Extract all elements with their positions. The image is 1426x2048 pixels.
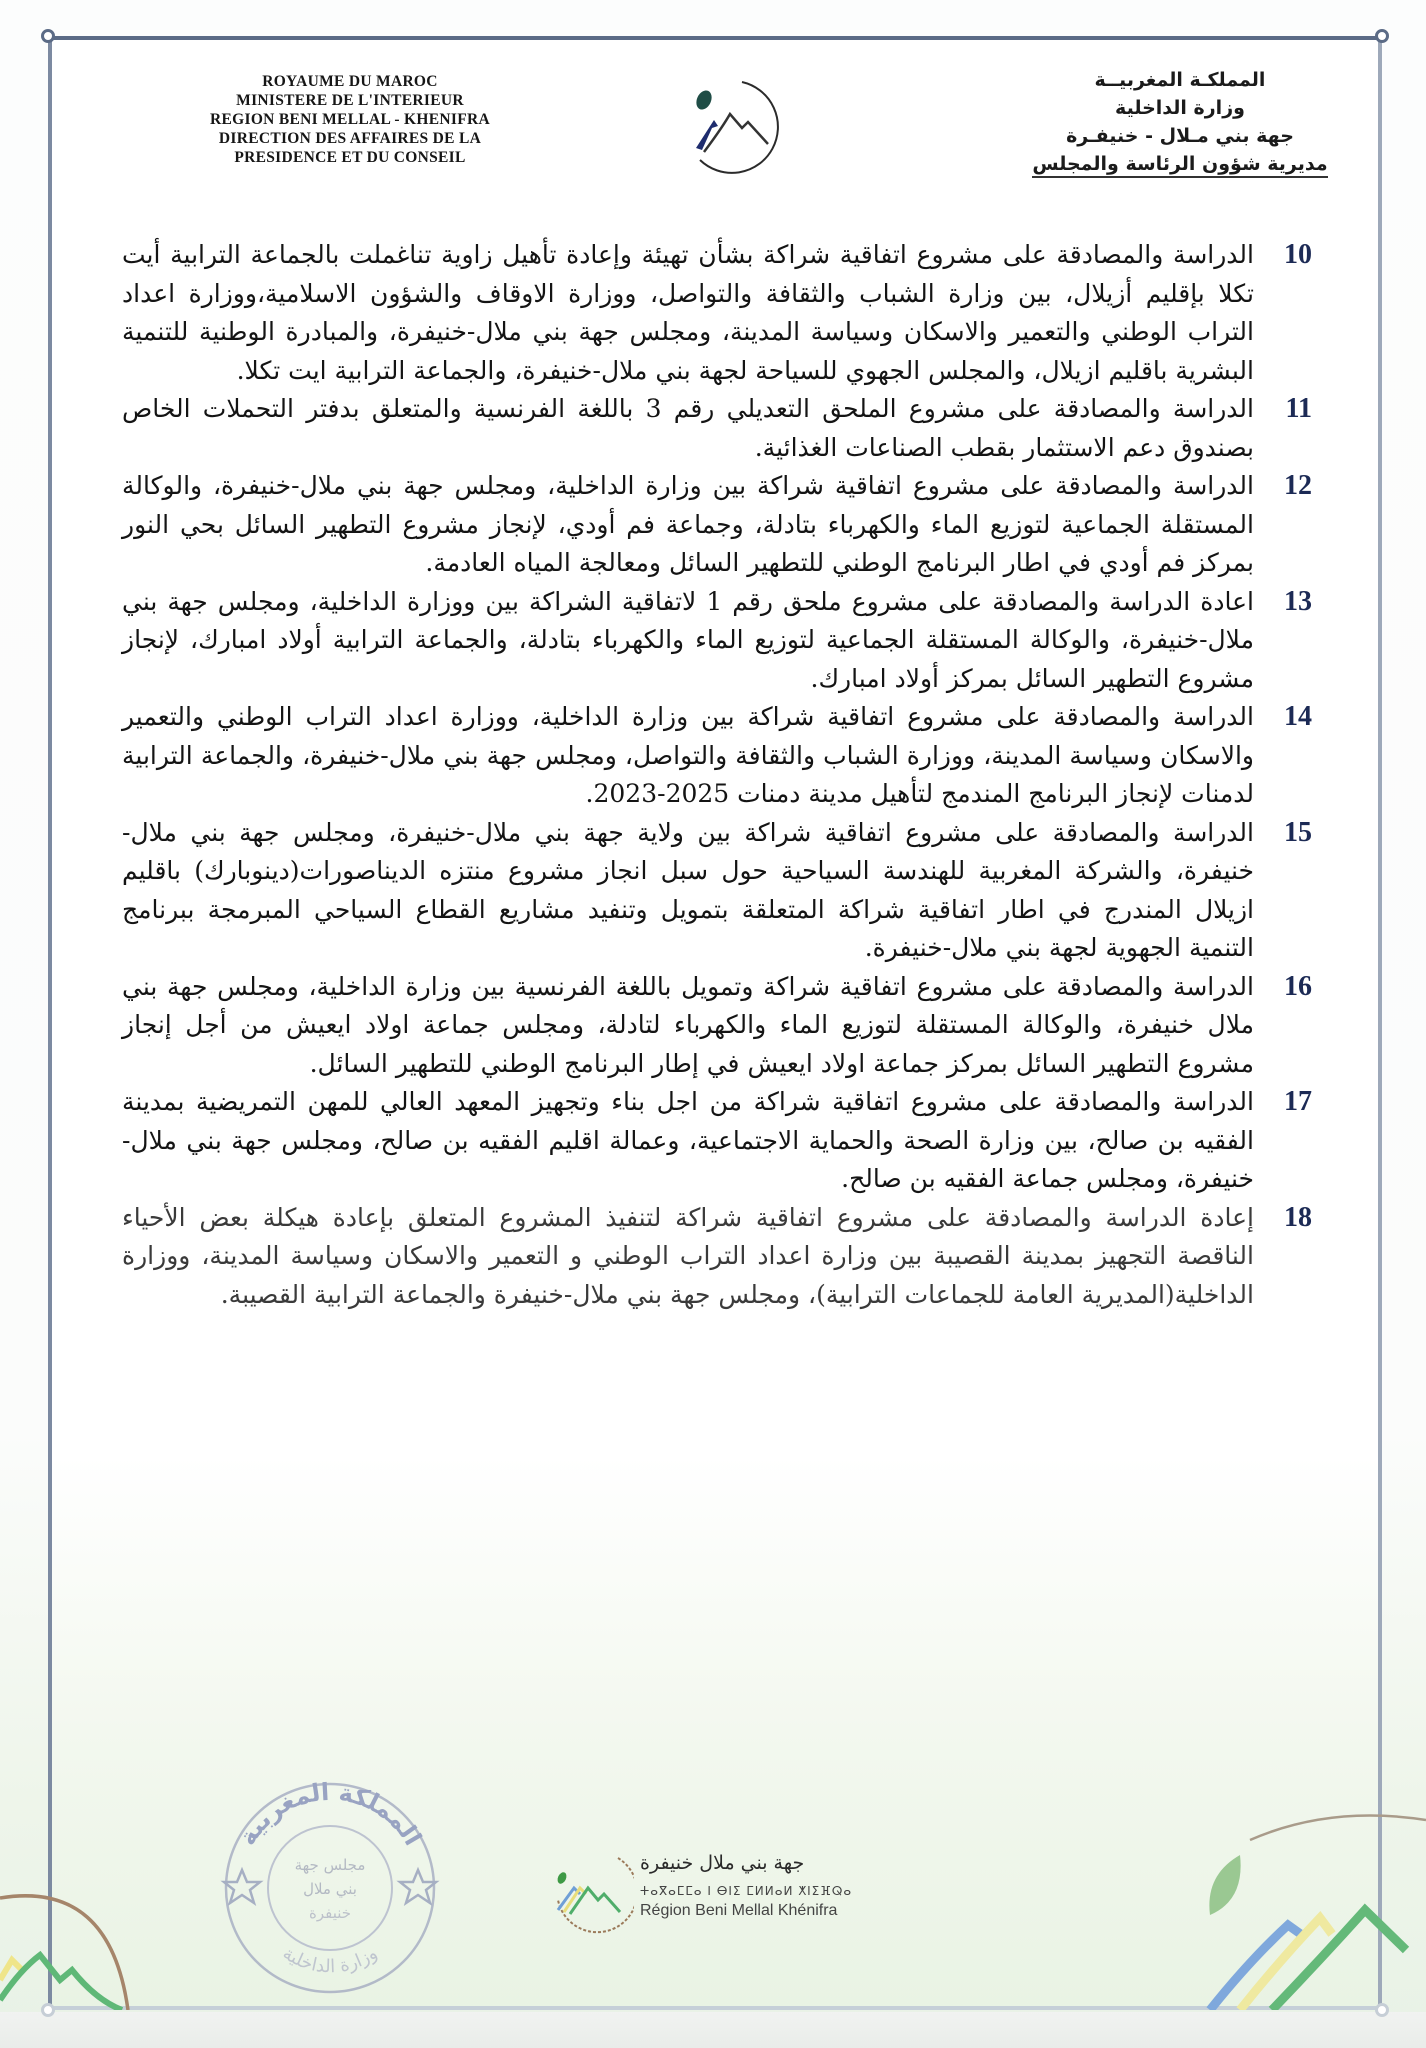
mountain-leaf-decoration-icon (1190, 1800, 1426, 2010)
mountain-logo-icon (672, 70, 790, 182)
item-text: الدراسة والمصادقة على مشروع اتفاقية شراكة بين وزارة الداخلية، ووزارة اعداد التراب الوطني والتعمير والاسكان وسياسة المدينة، ووزارة الشباب والثقافة والتواصل، ومجلس جهة بني ملال-خنيفرة، والجماعة الترابية لدمنات لإنجاز البرنامج المندمج لتأهيل مدينة دمنات 2025-2023. (122, 702, 1254, 808)
agenda-item (122, 814, 1312, 968)
stamp-inner-line: مجلس جهة (294, 1856, 366, 1874)
item-number: 12 (1284, 470, 1312, 501)
agenda-item (122, 968, 1312, 1084)
item-number: 11 (1285, 393, 1312, 424)
item-number: 17 (1284, 1086, 1312, 1117)
stamp-inner-line: خنيفرة (308, 1904, 352, 1922)
item-number: 13 (1284, 585, 1312, 617)
letterhead-line: مديرية شؤون الرئاسة والمجلس (1032, 152, 1327, 178)
region-name-tifinagh: ⵜⴰⴳⴰⵎⵎⴰ ⵏ ⴱⵏⵉ ⵎⵍⵍⴰⵍ ⵅⵏⵉⴼⵕⴰ (640, 1884, 853, 1898)
star-icon (224, 1870, 260, 1903)
letterhead-line: جهة بني مـلال - خنيفـرة (1066, 125, 1294, 147)
agenda-item (122, 236, 1312, 390)
mountain-decoration-icon (0, 1860, 140, 2010)
item-number: 14 (1284, 701, 1312, 732)
item-number: 16 (1284, 970, 1312, 1002)
letterhead-line: وزارة الداخلية (1115, 97, 1245, 119)
item-text: اعادة الدراسة والمصادقة على مشروع ملحق رقم 1 لاتفاقية الشراكة بين ووزارة الداخلية، ومجلس جهة بني ملال-خنيفرة، والوكالة المستقلة الجماعية لتوزيع الماء والكهرباء بتادلة، والجماعة الترابية أولاد امبارك، لإنجاز مشروع التطهير السائل بمركز أولاد امبارك. (122, 586, 1255, 693)
border-corner-ornament (1375, 29, 1389, 43)
stamp-inner-line: بني ملال (303, 1880, 357, 1898)
letterhead-line: DIRECTION DES AFFAIRES DE LA (218, 130, 482, 147)
stamp-bottom-text: وزارة الداخلية (278, 1942, 382, 1978)
letterhead-line: ROYAUME DU MAROC (262, 73, 438, 90)
region-logo-mark-icon (548, 1848, 634, 1934)
agenda-item (122, 583, 1312, 699)
item-text: الدراسة والمصادقة على مشروع اتفاقية شراكة بين وزارة الداخلية، ومجلس جهة بني ملال-خنيفرة، والوكالة المستقلة الجماعية لتوزيع الماء والكهرباء بتادلة، وجماعة فم أودي، لإنجاز مشروع التطهير السائل بحي النور بمركز فم أودي في اطار البرنامج الوطني للتطهير السائل ومعالجة المياه العادمة. (122, 471, 1254, 577)
region-name-french: Région Beni Mellal Khénifra (640, 1902, 838, 1919)
agenda-item (122, 1083, 1312, 1199)
star-icon (400, 1870, 436, 1903)
item-text: الدراسة والمصادقة على مشروع اتفاقية شراكة من اجل بناء وتجهيز المعهد العالي للمهن التمريضية بمدينة الفقيه بن صالح، بين وزارة الصحة والحماية الاجتماعية، وعمالة اقليم الفقيه بن صالح، ومجلس جهة بني ملال-خنيفرة، ومجلس جماعة الفقيه بن صالح. (122, 1087, 1254, 1193)
item-number: 15 (1284, 816, 1312, 848)
region-name-arabic: جهة بني ملال خنيفرة (640, 1852, 805, 1874)
letterhead-line: المملكـة المغربيــة (1094, 69, 1266, 91)
agenda-item (122, 1199, 1312, 1315)
svg-text:وزارة الداخلية (279, 1943, 381, 1977)
item-text: الدراسة والمصادقة على مشروع اتفاقية شراكة وتمويل باللغة الفرنسية بين وزارة الداخلية، ومجلس جهة بني ملال خنيفرة، والوكالة المستقلة لتوزيع الماء والكهرباء لتادلة، ومجلس جماعة اولاد ايعيش من أجل إنجاز مشروع التطهير السائل بمركز جماعة اولاد ايعيش في إطار البرنامج الوطني للتطهير السائل. (122, 971, 1254, 1078)
agenda-item (122, 698, 1312, 814)
official-stamp (212, 1770, 448, 2006)
arabic-letterhead (1010, 66, 1350, 178)
item-text: الدراسة والمصادقة على مشروع اتفاقية شراكة بشأن تهيئة وإعادة تأهيل زاوية تناغملت بالجماعة الترابية أيت تكلا بإقليم أزيلال، بين وزارة الشباب والثقافة والتواصل، ووزارة الاوقاف والشؤون الاسلامية،ووزارة اعداد التراب الوطني والتعمير والاسكان وسياسة المدينة، ومجلس جهة بني ملال-خنيفرة، والمبادرة الوطنية للتنمية البشرية باقليم ازيلال، والمجلس الجهوي للسياحة لجهة بني ملال-خنيفرة، والجماعة الترابية ايت تكلا. (122, 240, 1254, 385)
letterhead-line: REGION BENI MELLAL - KHENIFRA (210, 111, 490, 128)
page-bottom-margin (0, 2012, 1426, 2048)
item-text: إعادة الدراسة والمصادقة على مشروع اتفاقية شراكة لتنفيذ المشروع المتعلق بإعادة هيكلة بعض الأحياء الناقصة التجهيز بمدينة القصيبة بين وزارة اعداد التراب الوطني و التعمير والاسكان وسياسة المدينة، ووزارة الداخلية(المديرية العامة للجماعات الترابية)، ومجلس جهة بني ملال-خنيفرة والجماعة الترابية القصيبة. (122, 1202, 1254, 1309)
agenda-item (122, 390, 1312, 467)
item-number: 10 (1284, 239, 1312, 270)
french-letterhead (160, 72, 540, 167)
svg-text:المملكة المغربية (233, 1778, 427, 1850)
border-corner-ornament (41, 29, 55, 43)
agenda-list (122, 236, 1312, 1314)
stamp-outer-text: المملكة المغربية (233, 1777, 428, 1851)
item-number: 18 (1284, 1201, 1312, 1233)
letterhead-line: PRESIDENCE ET DU CONSEIL (234, 149, 466, 166)
item-text: الدراسة والمصادقة على مشروع اتفاقية شراكة بين ولاية جهة بني ملال-خنيفرة، ومجلس جهة بني ملال-خنيفرة، والشركة المغربية للهندسة السياحية حول سبل انجاز مشروع منتزه الديناصورات(دينوبارك) باقليم ازيلال المندرج في اطار اتفاقية شراكة المتعلقة بتمويل وتنفيد مشاريع القطاع السياحي المبرمجة ببرنامج التنمية الجهوية لجهة بني ملال-خنيفرة. (122, 817, 1254, 962)
item-text: الدراسة والمصادقة على مشروع الملحق التعديلي رقم 3 باللغة الفرنسية والمتعلق بدفتر التحملات الخاص بصندوق دعم الاستثمار بقطب الصناعات الغذائية. (122, 394, 1254, 462)
letterhead-line: MINISTERE DE L'INTERIEUR (236, 92, 464, 109)
region-logo (548, 1848, 853, 1938)
agenda-item (122, 467, 1312, 583)
